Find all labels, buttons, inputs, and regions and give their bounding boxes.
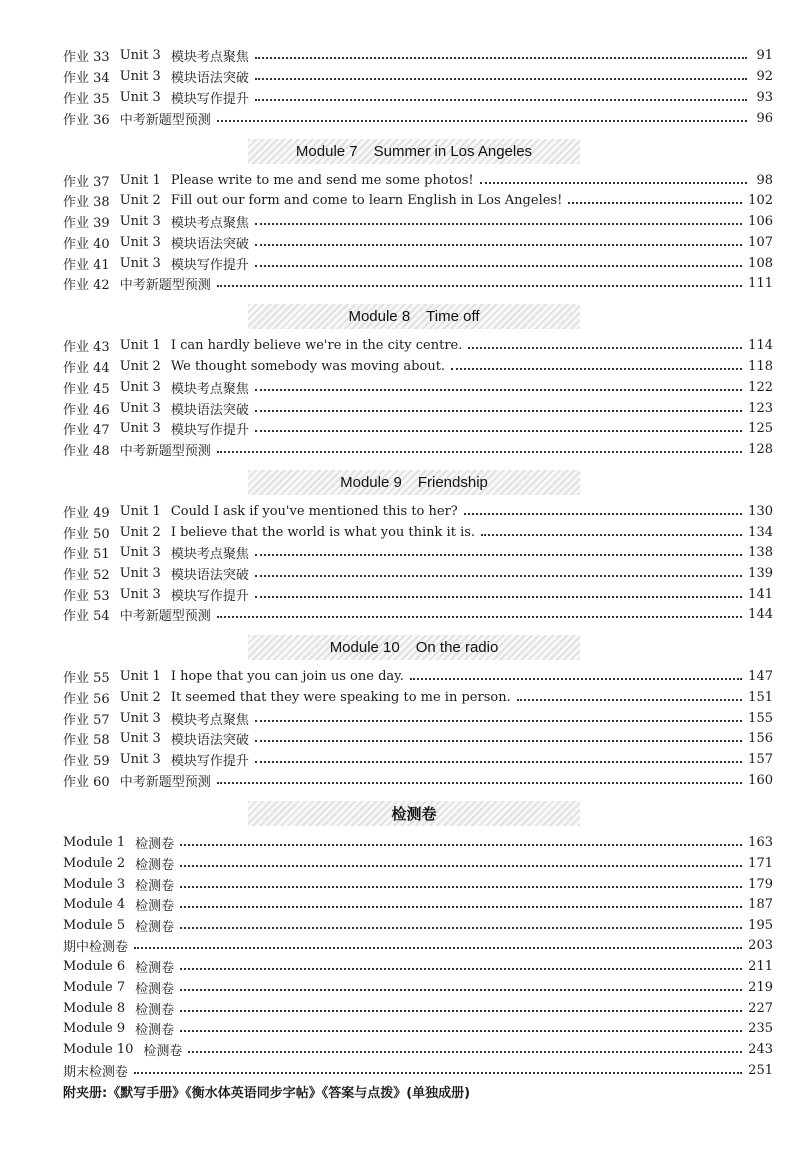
homework-number: 作业 54 (63, 608, 110, 624)
entry-title: I hope that you can join us one day. (170, 668, 404, 684)
unit-label: Unit 3 (119, 544, 161, 560)
page-number: 134 (748, 524, 773, 540)
homework-number: 作业 41 (63, 257, 110, 273)
dot-leader (255, 720, 742, 722)
dot-leader (464, 513, 742, 515)
entry-title: 检测卷 (135, 960, 175, 976)
entry-title: 模块语法突破 (170, 70, 249, 86)
unit-label: Unit 1 (119, 503, 161, 519)
entry-title: 检测卷 (135, 898, 175, 914)
entry-title: 检测卷 (135, 1002, 175, 1018)
page-number: 108 (748, 255, 773, 271)
toc-row[interactable] (63, 501, 773, 521)
toc-row[interactable] (63, 190, 773, 210)
entry-title: It seemed that they were speaking to me in person. (170, 689, 511, 705)
toc-row[interactable] (63, 1039, 773, 1059)
page-number: 93 (756, 89, 773, 105)
page-number: 128 (748, 441, 773, 457)
dot-leader (217, 782, 742, 784)
unit-label: Unit 2 (119, 192, 161, 208)
dot-leader (180, 927, 742, 929)
page-number: 98 (756, 172, 773, 188)
homework-number: 作业 45 (63, 381, 110, 397)
dot-leader (255, 244, 742, 246)
unit-label: Unit 2 (119, 689, 161, 705)
homework-number: 作业 48 (63, 443, 110, 459)
dot-leader (480, 182, 747, 184)
entry-title: 模块语法突破 (170, 236, 249, 252)
page-number: 141 (748, 586, 773, 602)
module-subtitle: Summer in Los Angeles (373, 143, 533, 160)
entry-title: 模块写作提升 (170, 422, 249, 438)
entry-title: 检测卷 (135, 878, 175, 894)
unit-label: Unit 3 (119, 730, 161, 746)
toc-row[interactable] (63, 87, 773, 107)
dot-leader (180, 989, 742, 991)
test-label: Module 3 (63, 876, 126, 892)
entry-title: 模块语法突破 (170, 567, 249, 583)
dot-leader (255, 596, 742, 598)
homework-number: 作业 47 (63, 422, 110, 438)
homework-number: 作业 40 (63, 236, 110, 252)
toc-row[interactable] (63, 708, 773, 728)
page-number: 139 (748, 565, 773, 581)
homework-number: 作业 53 (63, 588, 110, 604)
tests-heading: 检测卷 (391, 805, 437, 823)
toc-row[interactable] (63, 66, 773, 86)
page-number: 219 (748, 979, 773, 995)
unit-label: Unit 3 (119, 379, 161, 395)
unit-label: Unit 3 (119, 565, 161, 581)
dot-leader (217, 451, 742, 453)
homework-number: 作业 36 (63, 112, 110, 128)
homework-number: 作业 43 (63, 339, 110, 355)
dot-leader (180, 1010, 742, 1012)
page-number: 125 (748, 420, 773, 436)
dot-leader (255, 554, 742, 556)
toc-row[interactable] (63, 915, 773, 935)
homework-number: 作业 55 (63, 670, 110, 686)
unit-label: Unit 1 (119, 337, 161, 353)
page-number: 138 (748, 544, 773, 560)
entry-title: 中考新题型预测 (119, 774, 211, 790)
test-label: Module 5 (63, 917, 126, 933)
dot-leader (180, 1030, 742, 1032)
unit-label: Unit 1 (119, 172, 161, 188)
toc-row[interactable] (63, 687, 773, 707)
page-number: 114 (748, 337, 773, 353)
entry-title: 检测卷 (135, 836, 175, 852)
toc-row[interactable] (63, 935, 773, 955)
homework-number: 作业 57 (63, 712, 110, 728)
toc-row[interactable] (63, 211, 773, 231)
test-label: 期末检测卷 (63, 1064, 129, 1080)
entry-title: 中考新题型预测 (119, 277, 211, 293)
toc-row[interactable] (63, 604, 773, 624)
dot-leader (255, 430, 742, 432)
toc-row[interactable] (63, 356, 773, 376)
page-number: 111 (748, 275, 773, 291)
entry-title: 检测卷 (135, 919, 175, 935)
homework-number: 作业 50 (63, 526, 110, 542)
unit-label: Unit 3 (119, 586, 161, 602)
page-number: 156 (748, 730, 773, 746)
test-label: Module 9 (63, 1020, 126, 1036)
entry-title: 模块写作提升 (170, 91, 249, 107)
unit-label: Unit 3 (119, 710, 161, 726)
page-number: 235 (748, 1020, 773, 1036)
module-subtitle: Time off (426, 308, 480, 325)
toc-row[interactable] (63, 894, 773, 914)
dot-leader (255, 265, 742, 267)
page-number: 118 (748, 358, 773, 374)
entry-title: 模块考点聚焦 (170, 712, 249, 728)
section-header-module-10 (248, 635, 580, 660)
dot-leader (180, 886, 742, 888)
homework-number: 作业 56 (63, 691, 110, 707)
toc-row[interactable] (63, 874, 773, 894)
entry-title: Please write to me and send me some photos! (170, 172, 474, 188)
dot-leader (217, 616, 742, 618)
toc-row[interactable] (63, 749, 773, 769)
toc-row[interactable] (63, 398, 773, 418)
entry-title: 模块考点聚焦 (170, 215, 249, 231)
unit-label: Unit 3 (119, 234, 161, 250)
test-label: Module 2 (63, 855, 126, 871)
dot-leader (568, 202, 742, 204)
toc-row[interactable] (63, 666, 773, 686)
unit-label: Unit 3 (119, 68, 161, 84)
dot-leader (255, 575, 742, 577)
homework-number: 作业 37 (63, 174, 110, 190)
homework-number: 作业 60 (63, 774, 110, 790)
unit-label: Unit 3 (119, 420, 161, 436)
module-heading: Module 9 (340, 474, 402, 491)
entry-title: 模块语法突破 (170, 402, 249, 418)
page-number: 195 (748, 917, 773, 933)
unit-label: Unit 2 (119, 524, 161, 540)
entry-title: 模块写作提升 (170, 257, 249, 273)
page-number: 151 (748, 689, 773, 705)
page-number: 144 (748, 606, 773, 622)
homework-number: 作业 59 (63, 753, 110, 769)
toc-row[interactable] (63, 563, 773, 583)
homework-number: 作业 38 (63, 194, 110, 210)
entry-title: 模块考点聚焦 (170, 381, 249, 397)
dot-leader (180, 865, 742, 867)
page-number: 106 (748, 213, 773, 229)
entry-title: 模块写作提升 (170, 753, 249, 769)
toc-row[interactable] (63, 584, 773, 604)
test-label: Module 7 (63, 979, 126, 995)
page-number: 163 (748, 834, 773, 850)
toc-row[interactable] (63, 439, 773, 459)
dot-leader (255, 223, 742, 225)
section-header-module-9 (248, 470, 580, 495)
page-number: 123 (748, 400, 773, 416)
toc-row[interactable] (63, 728, 773, 748)
toc-row[interactable] (63, 853, 773, 873)
dot-leader (255, 99, 747, 101)
page-number: 122 (748, 379, 773, 395)
entry-title: 检测卷 (143, 1043, 183, 1059)
toc-row[interactable] (63, 108, 773, 128)
unit-label: Unit 3 (119, 213, 161, 229)
entry-title: 中考新题型预测 (119, 443, 211, 459)
toc-row[interactable] (63, 232, 773, 252)
toc-row[interactable] (63, 832, 773, 852)
page-number: 211 (748, 958, 773, 974)
toc-row[interactable] (63, 253, 773, 273)
entry-title: 中考新题型预测 (119, 608, 211, 624)
entry-title: 模块写作提升 (170, 588, 249, 604)
section-header-module-8 (248, 304, 580, 329)
toc-row[interactable] (63, 956, 773, 976)
page-number: 243 (748, 1041, 773, 1057)
toc-row[interactable] (63, 377, 773, 397)
dot-leader (517, 699, 742, 701)
entry-title: 检测卷 (135, 857, 175, 873)
dot-leader (468, 347, 742, 349)
dot-leader (217, 285, 742, 287)
page-number: 203 (748, 937, 773, 953)
section-header-tests (248, 801, 580, 826)
homework-number: 作业 58 (63, 732, 110, 748)
toc-row[interactable] (63, 977, 773, 997)
unit-label: Unit 3 (119, 47, 161, 63)
toc-row[interactable] (63, 170, 773, 190)
dot-leader (255, 410, 742, 412)
entry-title: 中考新题型预测 (119, 112, 211, 128)
unit-label: Unit 3 (119, 89, 161, 105)
toc-row[interactable] (63, 273, 773, 293)
entry-title: 检测卷 (135, 981, 175, 997)
module-heading: Module 10 (329, 639, 400, 656)
dot-leader (217, 120, 747, 122)
module-heading: Module 8 (348, 308, 411, 325)
dot-leader (255, 57, 747, 59)
test-label: 期中检测卷 (63, 939, 129, 955)
toc-row[interactable] (63, 770, 773, 790)
page-number: 155 (748, 710, 773, 726)
page-number: 91 (756, 47, 773, 63)
page-number: 227 (748, 1000, 773, 1016)
page-number: 147 (748, 668, 773, 684)
dot-leader (410, 678, 742, 680)
homework-number: 作业 52 (63, 567, 110, 583)
entry-title: 检测卷 (135, 1022, 175, 1038)
dot-leader (134, 947, 742, 949)
test-label: Module 6 (63, 958, 126, 974)
toc-row[interactable] (63, 522, 773, 542)
toc-row[interactable] (63, 542, 773, 562)
dot-leader (255, 78, 747, 80)
entry-title: 模块考点聚焦 (170, 49, 249, 65)
toc-row[interactable] (63, 418, 773, 438)
entry-title: Could I ask if you've mentioned this to her? (170, 503, 458, 519)
entry-title: I can hardly believe we're in the city centre. (170, 337, 463, 353)
module-heading: Module 7 (295, 143, 358, 160)
module-subtitle: On the radio (415, 639, 499, 656)
module-subtitle: Friendship (417, 474, 488, 491)
page-number: 160 (748, 772, 773, 788)
homework-number: 作业 49 (63, 505, 110, 521)
page-number: 96 (756, 110, 773, 126)
unit-label: Unit 2 (119, 358, 161, 374)
toc-row[interactable] (63, 1060, 773, 1080)
homework-number: 作业 44 (63, 360, 110, 376)
toc-row[interactable] (63, 335, 773, 355)
page-number: 130 (748, 503, 773, 519)
homework-number: 作业 33 (63, 49, 110, 65)
supplement-note: 附夹册:《默写手册》《衡水体英语同步字帖》《答案与点拨》(单独成册) (63, 1085, 471, 1101)
entry-title: Fill out our form and come to learn English in Los Angeles! (170, 192, 563, 208)
unit-label: Unit 3 (119, 400, 161, 416)
page-number: 179 (748, 876, 773, 892)
section-header-module-7 (248, 139, 580, 164)
toc-row[interactable] (63, 1018, 773, 1038)
homework-number: 作业 35 (63, 91, 110, 107)
dot-leader (255, 740, 742, 742)
dot-leader (180, 906, 742, 908)
homework-number: 作业 46 (63, 402, 110, 418)
unit-label: Unit 3 (119, 255, 161, 271)
page-number: 171 (748, 855, 773, 871)
dot-leader (451, 368, 742, 370)
dot-leader (180, 968, 742, 970)
test-label: Module 4 (63, 896, 126, 912)
toc-row[interactable] (63, 45, 773, 65)
page-number: 157 (748, 751, 773, 767)
dot-leader (180, 844, 742, 846)
test-label: Module 8 (63, 1000, 126, 1016)
entry-title: 模块语法突破 (170, 732, 249, 748)
unit-label: Unit 3 (119, 751, 161, 767)
homework-number: 作业 34 (63, 70, 110, 86)
toc-row[interactable] (63, 998, 773, 1018)
homework-number: 作业 51 (63, 546, 110, 562)
test-label: Module 1 (63, 834, 126, 850)
unit-label: Unit 1 (119, 668, 161, 684)
page-number: 251 (748, 1062, 773, 1078)
page-number: 107 (748, 234, 773, 250)
page-number: 187 (748, 896, 773, 912)
dot-leader (255, 389, 742, 391)
homework-number: 作业 42 (63, 277, 110, 293)
dot-leader (255, 761, 742, 763)
dot-leader (481, 534, 742, 536)
entry-title: 模块考点聚焦 (170, 546, 249, 562)
test-label: Module 10 (63, 1041, 134, 1057)
dot-leader (134, 1072, 742, 1074)
page-number: 92 (756, 68, 773, 84)
homework-number: 作业 39 (63, 215, 110, 231)
entry-title: We thought somebody was moving about. (170, 358, 446, 374)
dot-leader (188, 1051, 742, 1053)
page-number: 102 (748, 192, 773, 208)
entry-title: I believe that the world is what you think it is. (170, 524, 476, 540)
